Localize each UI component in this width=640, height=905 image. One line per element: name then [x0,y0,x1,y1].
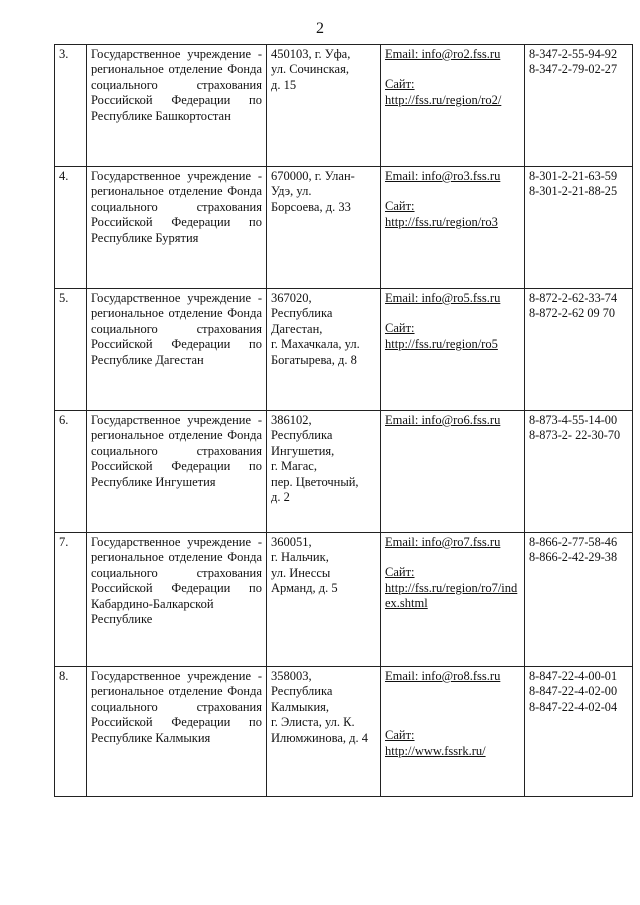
address-line: Республика [271,684,333,699]
address-line: 360051, [271,535,312,549]
address-line: Республика [271,428,333,443]
email-link[interactable]: Email: info@ro5.fss.ru [385,291,501,305]
table-row [55,411,633,533]
row-number: 6. [55,411,87,533]
address-line: Илюмжинова, д. 4 [271,730,369,745]
address-line: Арманд, д. 5 [271,581,338,596]
organization-name: Государственное учреждение - региональное отделение Фонда социального страхования Российской Федерации по Кабардино-Балкарской Республике [91,535,262,627]
phones-cell [525,45,633,167]
organization-name: Государственное учреждение - региональное отделение Фонда социального страхования Российской Федерации по Республике Башкортостан [91,47,262,123]
contacts-cell [381,667,525,797]
contacts-cell [381,533,525,667]
address-cell [267,533,381,667]
organization-cell [87,45,267,167]
address-line: Республика [271,306,333,321]
phones-cell [525,411,633,533]
phones-cell [525,533,633,667]
site-label: Сайт: [385,321,415,336]
organization-cell [87,411,267,533]
phone-number: 8-347-2-79-02-27 [529,62,618,77]
site-link[interactable]: http://fss.ru/region/ro7/index.shtml [385,580,518,611]
organization-name: Государственное учреждение - региональное отделение Фонда социального страхования Российской Федерации по Республике Калмыкия [91,669,262,745]
address-line: Богатырева, д. 8 [271,352,357,367]
address-line: ул. Инессы [271,565,331,580]
table-row [55,667,633,797]
site-label: Сайт: [385,199,415,214]
address-line: 386102, [271,413,312,427]
table-row [55,289,633,411]
address-line: г. Махачкала, ул. [271,337,360,352]
email-link[interactable]: Email: info@ro3.fss.ru [385,169,501,183]
address-line: д. 15 [271,77,297,92]
site-link[interactable]: http://fss.ru/region/ro3 [385,214,498,229]
address-line: 358003, [271,669,312,683]
phones-cell [525,167,633,289]
table-body [55,45,633,797]
address-line: Удэ, ул. [271,184,312,199]
address-cell [267,289,381,411]
address-line: 450103, г. Уфа, [271,47,351,61]
table-row [55,45,633,167]
phone-number: 8-301-2-21-88-25 [529,184,618,199]
organization-name: Государственное учреждение - региональное отделение Фонда социального страхования Российской Федерации по Республике Бурятия [91,169,262,245]
address-line: г. Нальчик, [271,550,329,565]
address-line: Дагестан, [271,321,323,336]
address-line: Ингушетия, [271,443,335,458]
row-number: 5. [55,289,87,411]
phone-number: 8-847-22-4-02-04 [529,699,618,714]
phone-number: 8-301-2-21-63-59 [529,169,618,183]
address-cell [267,167,381,289]
site-link[interactable]: http://fss.ru/region/ro5 [385,336,498,351]
organization-cell [87,289,267,411]
phone-number: 8-872-2-62 09 70 [529,306,616,321]
contacts-cell [381,45,525,167]
phone-number: 8-847-22-4-00-01 [529,669,618,683]
site-label: Сайт: [385,77,415,92]
organization-name: Государственное учреждение - региональное отделение Фонда социального страхования Российской Федерации по Республике Дагестан [91,291,262,367]
site-link[interactable]: http://fss.ru/region/ro2/ [385,92,502,107]
site-link[interactable]: http://www.fssrk.ru/ [385,743,486,758]
address-cell [267,667,381,797]
address-line: Борсоева, д. 33 [271,199,351,214]
table-row [55,167,633,289]
phone-number: 8-873-2- 22-30-70 [529,428,621,443]
phone-number: 8-872-2-62-33-74 [529,291,618,305]
address-line: ул. Сочинская, [271,62,349,77]
contacts-cell [381,167,525,289]
organization-cell [87,167,267,289]
address-line: Калмыкия, [271,699,330,714]
email-link[interactable]: Email: info@ro2.fss.ru [385,47,501,61]
phones-cell [525,289,633,411]
address-line: пер. Цветочный, [271,474,359,489]
organization-cell [87,533,267,667]
address-line: 367020, [271,291,312,305]
address-line: 670000, г. Улан- [271,169,355,183]
email-link[interactable]: Email: info@ro8.fss.ru [385,669,501,683]
phone-number: 8-873-4-55-14-00 [529,413,618,427]
organization-cell [87,667,267,797]
row-number: 8. [55,667,87,797]
page-number: 2 [316,20,324,37]
address-cell [267,411,381,533]
email-link[interactable]: Email: info@ro6.fss.ru [385,413,501,427]
row-number: 7. [55,533,87,667]
address-cell [267,45,381,167]
address-line: д. 2 [271,490,290,505]
contacts-cell [381,411,525,533]
phones-cell [525,667,633,797]
address-line: г. Элиста, ул. К. [271,715,355,730]
site-label: Сайт: [385,728,415,743]
phone-number: 8-847-22-4-02-00 [529,684,618,699]
organization-name: Государственное учреждение - региональное отделение Фонда социального страхования Российской Федерации по Республике Ингушетия [91,413,262,489]
site-label: Сайт: [385,565,415,580]
address-line: г. Магас, [271,459,317,474]
phone-number: 8-866-2-77-58-46 [529,535,618,549]
phone-number: 8-347-2-55-94-92 [529,47,618,61]
offices-table [54,44,633,797]
table-row [55,533,633,667]
contacts-cell [381,289,525,411]
row-number: 3. [55,45,87,167]
phone-number: 8-866-2-42-29-38 [529,550,618,565]
email-link[interactable]: Email: info@ro7.fss.ru [385,535,501,549]
row-number: 4. [55,167,87,289]
